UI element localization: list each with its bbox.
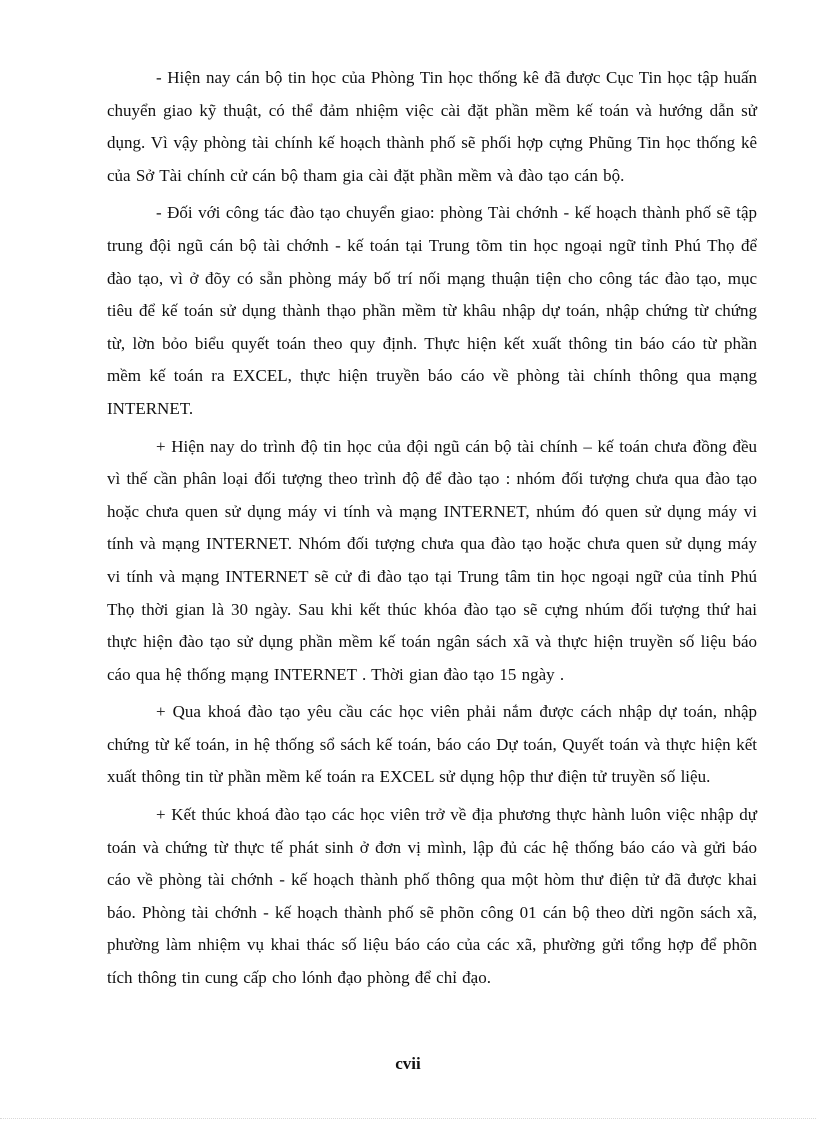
- paragraph-2: - Đối với công tác đào tạo chuyển giao: phòng Tài chớnh - kế hoạch thành phố sẽ tập trung đội ngũ cán bộ tài chớnh - kế toán tại Trung tõm tin học ngoại ngữ tỉnh Phú Thọ để đào tạo, vì ở đõy có sẵn phòng máy bố trí nối mạng thuận tiện cho công tác đào tạo, mục tiêu để kế toán sử dụng thành thạo phần mềm từ khâu nhập dự toán, nhập chứng từ chứng từ, lờn bỏo biểu quyết toán theo quy định. Thực hiện kết xuất thông tin báo cáo từ phần mềm kế toán ra EXCEL, thực hiện truyền báo cáo về phòng tài chính thông qua mạng INTERNET.: [107, 203, 757, 418]
- paragraph-1: - Hiện nay cán bộ tin học của Phòng Tin học thống kê đã được Cục Tin học tập huấn chuyển giao kỹ thuật, có thể đảm nhiệm việc cài đặt phần mềm kế toán và hướng dẫn sử dụng. Vì vậy phòng tài chính kế hoạch thành phố sẽ phối hợp cựng Phũng Tin học thống kê của Sở Tài chính cử cán bộ tham gia cài đặt phần mềm và đào tạo cán bộ.: [107, 68, 757, 185]
- paragraph-5: + Kết thúc khoá đào tạo các học viên trở về địa phương thực hành luôn việc nhập dự toán và chứng từ thực tế phát sinh ở đơn vị mình, lập đủ các hệ thống báo cáo và gửi báo cáo về phòng tài chớnh - kế hoạch thành phố thông qua một hòm thư điện tử đã được khai báo. Phòng tài chớnh - kế hoạch thành phố sẽ phõn công 01 cán bộ theo dừi ngõn sách xã, phường làm nhiệm vụ khai thác số liệu báo cáo của các xã, phường gửi tổng hợp để phõn tích thông tin cung cấp cho lónh đạo phòng để chỉ đạo.: [107, 805, 757, 988]
- page-bottom-divider: [0, 1118, 816, 1119]
- paragraph-4: + Qua khoá đào tạo yêu cầu các học viên phải nắm được cách nhập dự toán, nhập chứng từ kế toán, in hệ thống sổ sách kế toán, báo cáo Dự toán, Quyết toán và thực hiện kết xuất thông tin từ phần mềm kế toán ra EXCEL sử dụng hộp thư điện tử truyền số liệu.: [107, 702, 757, 787]
- page-number: cvii: [395, 1054, 421, 1073]
- paragraph-3: + Hiện nay do trình độ tin học của đội ngũ cán bộ tài chính – kế toán chưa đồng đều vì thế cần phân loại đối tượng theo trình độ để đào tạo : nhóm đối tượng chưa qua đào tạo hoặc chưa quen sử dụng máy vi tính và mạng INTERNET, nhúm đó quen sử dụng máy vi tính và mạng INTERNET. Nhóm đối tượng chưa qua đào tạo hoặc chưa quen sử dụng máy vi tính và mạng INTERNET sẽ cử đi đào tạo tại Trung tâm tin học ngoại ngữ của tỉnh Phú Thọ thời gian là 30 ngày. Sau khi kết thúc khóa đào tạo sẽ cựng nhúm đối tượng thứ hai thực hiện đào tạo sử dụng phần mềm kế toán ngân sách xã và thực hiện truyền số liệu báo cáo qua hệ thống mạng INTERNET . Thời gian đào tạo 15 ngày .: [107, 436, 757, 684]
- page-body: [107, 62, 757, 1000]
